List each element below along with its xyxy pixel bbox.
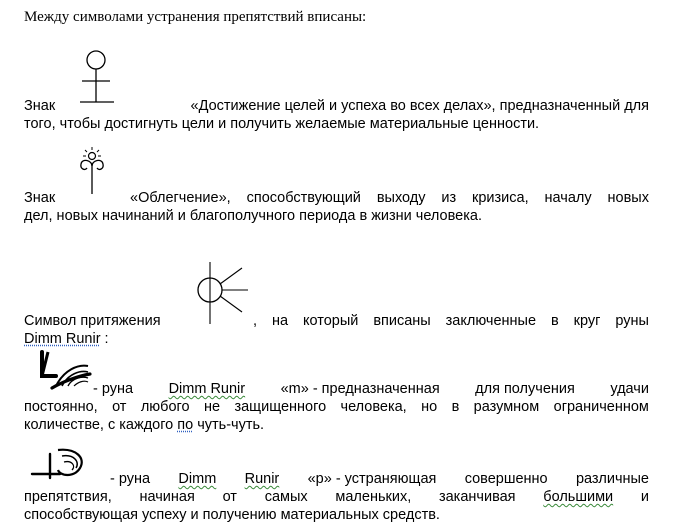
runes-colon: :	[100, 331, 109, 347]
text: удачи	[610, 381, 649, 397]
text: для получения	[475, 381, 575, 397]
word: способствующий	[246, 190, 361, 206]
word: в	[550, 313, 559, 329]
word: начиная	[139, 489, 195, 505]
word: который	[302, 313, 359, 329]
word: из	[441, 190, 457, 206]
rune-name: Dimm	[178, 471, 217, 487]
attraction-rest	[253, 312, 649, 330]
circle-rays-attraction-symbol-icon	[188, 262, 250, 324]
sign1-word: Знак	[24, 98, 56, 114]
word: постоянно,	[24, 399, 98, 415]
female-venus-cross-symbol-icon	[78, 48, 118, 108]
word: человека,	[340, 399, 407, 415]
word: и	[640, 489, 649, 505]
rune-m-line3	[24, 416, 264, 434]
word: не	[203, 399, 221, 415]
word: ,	[253, 313, 258, 329]
rune-name: Dimm Runir	[168, 381, 246, 397]
text: чуть-чуть.	[193, 417, 265, 433]
text: различные	[575, 471, 649, 487]
word: от	[222, 489, 237, 505]
sun-ram-horns-symbol-icon	[76, 146, 112, 196]
word: разумном	[473, 399, 540, 415]
rune-p-line3: способствующая успеху и получению материальных средств.	[24, 507, 440, 523]
word: заканчивая	[438, 489, 516, 505]
text: - руна	[110, 471, 151, 487]
word: препятствия,	[24, 489, 112, 505]
word: любого	[140, 399, 190, 415]
text: совершенно	[464, 471, 548, 487]
word: большими	[543, 489, 614, 505]
rune-p-line2	[24, 488, 649, 506]
text: «m» - предназначенная	[280, 381, 440, 397]
word: самых	[264, 489, 308, 505]
word: но	[421, 399, 438, 415]
intro-text: Между символами устранения препятствий вписаны:	[24, 9, 367, 25]
sign2-line2: дел, новых начинаний и благополучного периода в жизни человека.	[24, 208, 482, 224]
word: выходу	[376, 190, 426, 206]
sign1-line2: того, чтобы достигнуть цели и получить желаемые материальные ценности.	[24, 116, 540, 132]
word: от	[112, 399, 127, 415]
rune-m-line2	[24, 398, 649, 416]
word: в	[451, 399, 460, 415]
word: заключенные	[445, 313, 537, 329]
word: круг	[573, 313, 601, 329]
rune-p-glyph-icon	[30, 448, 90, 486]
sign1-line1: «Достижение целей и успеха во всех делах», предназначенный для	[190, 98, 649, 114]
word: маленьких,	[335, 489, 412, 505]
word: кризиса,	[472, 190, 529, 206]
word: руны	[615, 313, 649, 329]
rune-p-line1	[110, 470, 649, 488]
rune-name: Runir	[244, 471, 280, 487]
word: началу	[544, 190, 592, 206]
sign2-word: Знак	[24, 190, 56, 206]
text: «р» - устраняющая	[307, 471, 437, 487]
word: новых	[607, 190, 649, 206]
attraction-start: Символ притяжения	[24, 313, 161, 329]
sign2-line1	[130, 189, 649, 207]
word: ограниченном	[553, 399, 649, 415]
text: количестве, с каждого	[24, 417, 178, 433]
word: вписаны	[373, 313, 431, 329]
runes-label: Dimm Runir	[24, 331, 101, 347]
underlined-word: по	[177, 417, 194, 433]
rune-m-glyph-icon	[38, 350, 92, 392]
text: - руна	[93, 381, 134, 397]
runes-label-line	[24, 330, 109, 348]
word: защищенного	[234, 399, 327, 415]
word: «Облегчение»,	[130, 190, 231, 206]
word: на	[271, 313, 289, 329]
rune-m-line1	[93, 380, 649, 398]
